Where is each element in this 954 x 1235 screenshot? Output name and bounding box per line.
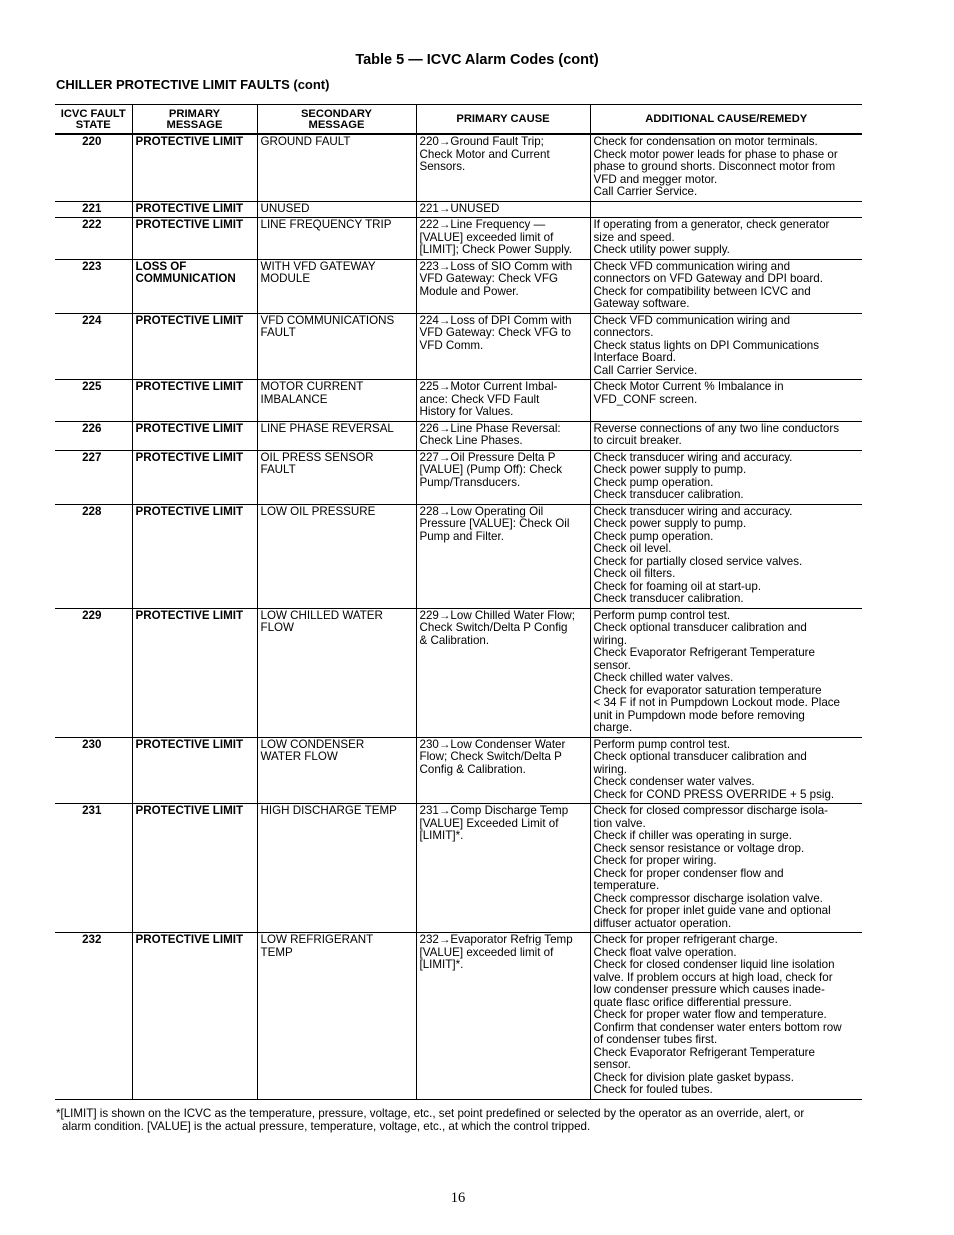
- cell-secondary-message: HIGH DISCHARGE TEMP: [257, 804, 416, 933]
- cell-fault-state: 221: [55, 201, 132, 218]
- cell-fault-state: 220: [55, 134, 132, 201]
- cell-secondary-message: LOW OIL PRESSURE: [257, 504, 416, 608]
- cell-fault-state: 226: [55, 421, 132, 450]
- cell-secondary-message: VFD COMMUNICATIONS FAULT: [257, 313, 416, 380]
- table-row: [55, 134, 862, 201]
- cell-remedy: Perform pump control test. Check optional transducer calibration and wiring. Check Evaporator Refrigerant Temperature sensor. Check chilled water valves. Check for evaporator saturation temperature < 34 F if not in Pumpdown Lockout mode. Place unit in Pumpdown mode before removing charge.: [590, 608, 862, 737]
- cell-fault-state: 232: [55, 933, 132, 1100]
- cell-remedy: Perform pump control test. Check optional transducer calibration and wiring. Check condenser water valves. Check for COND PRESS OVERRIDE + 5 psig.: [590, 737, 862, 804]
- cell-remedy: Check transducer wiring and accuracy. Check power supply to pump. Check pump operation. Check oil level. Check for partially closed service valves. Check oil filters. Check for foaming oil at start-up. Check transducer calibration.: [590, 504, 862, 608]
- alarm-codes-table: [55, 104, 862, 1100]
- cell-secondary-message: LOW CONDENSER WATER FLOW: [257, 737, 416, 804]
- cell-remedy: Check VFD communication wiring and connectors on VFD Gateway and DPI board. Check for compatibility between ICVC and Gateway software.: [590, 259, 862, 313]
- header-fault-state: ICVC FAULT STATE: [55, 105, 132, 135]
- table-row: [55, 259, 862, 313]
- cell-secondary-message: GROUND FAULT: [257, 134, 416, 201]
- cell-secondary-message: OIL PRESS SENSOR FAULT: [257, 450, 416, 504]
- cell-primary-message: PROTECTIVE LIMIT: [132, 134, 257, 201]
- cell-remedy: Check for closed compressor discharge isola- tion valve. Check if chiller was operating in surge. Check sensor resistance or voltage drop. Check for proper wiring. Check for proper condenser flow and temperature. Check compressor discharge isolation valve. Check for proper inlet guide vane and optional diffuser actuator operation.: [590, 804, 862, 933]
- table-row: [55, 218, 862, 260]
- cell-remedy: Check for proper refrigerant charge. Check float valve operation. Check for closed condenser liquid line isolation valve. If problem occurs at high load, check for low condenser pressure which causes inade- quate flasc orifice differential pressure. Check for proper water flow and temperature. Confirm that condenser water enters bottom row of condenser tubes first. Check Evaporator Refrigerant Temperature sensor. Check for division plate gasket bypass. Check for fouled tubes.: [590, 933, 862, 1100]
- cell-primary-cause: 220→Ground Fault Trip; Check Motor and Current Sensors.: [416, 134, 590, 201]
- cell-primary-cause: 232→Evaporator Refrig Temp [VALUE] exceeded limit of [LIMIT]*.: [416, 933, 590, 1100]
- cell-secondary-message: LINE FREQUENCY TRIP: [257, 218, 416, 260]
- cell-remedy: [590, 201, 862, 218]
- table-row: [55, 450, 862, 504]
- footnote-line-2: alarm condition. [VALUE] is the actual pressure, temperature, voltage, etc., at which the control tripped.: [62, 1119, 591, 1133]
- cell-primary-cause: 231→Comp Discharge Temp [VALUE] Exceeded Limit of [LIMIT]*.: [416, 804, 590, 933]
- cell-primary-cause: 226→Line Phase Reversal: Check Line Phases.: [416, 421, 590, 450]
- footnote: [56, 1108, 866, 1133]
- cell-primary-cause: 222→Line Frequency — [VALUE] exceeded limit of [LIMIT]; Check Power Supply.: [416, 218, 590, 260]
- cell-remedy: Check VFD communication wiring and connectors. Check status lights on DPI Communications Interface Board. Call Carrier Service.: [590, 313, 862, 380]
- page-title: Table 5 — ICVC Alarm Codes (cont): [355, 52, 599, 68]
- cell-primary-cause: 227→Oil Pressure Delta P [VALUE] (Pump Off): Check Pump/Transducers.: [416, 450, 590, 504]
- page-number: 16: [450, 1190, 466, 1206]
- cell-secondary-message: WITH VFD GATEWAY MODULE: [257, 259, 416, 313]
- cell-primary-message: PROTECTIVE LIMIT: [132, 608, 257, 737]
- cell-primary-message: PROTECTIVE LIMIT: [132, 313, 257, 380]
- table-row: [55, 313, 862, 380]
- cell-primary-message: PROTECTIVE LIMIT: [132, 201, 257, 218]
- cell-remedy: Check transducer wiring and accuracy. Check power supply to pump. Check pump operation. Check transducer calibration.: [590, 450, 862, 504]
- header-secondary-message: SECONDARY MESSAGE: [257, 105, 416, 135]
- cell-primary-message: PROTECTIVE LIMIT: [132, 737, 257, 804]
- cell-primary-cause: 225→Motor Current Imbal- ance: Check VFD Fault History for Values.: [416, 380, 590, 422]
- header-primary-message: PRIMARY MESSAGE: [132, 105, 257, 135]
- table-row: [55, 804, 862, 933]
- cell-fault-state: 222: [55, 218, 132, 260]
- cell-primary-message: PROTECTIVE LIMIT: [132, 421, 257, 450]
- cell-primary-cause: 228→Low Operating Oil Pressure [VALUE]: Check Oil Pump and Filter.: [416, 504, 590, 608]
- cell-fault-state: 223: [55, 259, 132, 313]
- cell-fault-state: 230: [55, 737, 132, 804]
- cell-primary-cause: 223→Loss of SIO Comm with VFD Gateway: Check VFG Module and Power.: [416, 259, 590, 313]
- cell-primary-message: PROTECTIVE LIMIT: [132, 380, 257, 422]
- cell-fault-state: 225: [55, 380, 132, 422]
- cell-remedy: If operating from a generator, check generator size and speed. Check utility power supply.: [590, 218, 862, 260]
- header-remedy: ADDITIONAL CAUSE/REMEDY: [590, 105, 862, 135]
- cell-remedy: Reverse connections of any two line conductors to circuit breaker.: [590, 421, 862, 450]
- cell-remedy: Check for condensation on motor terminals. Check motor power leads for phase to phase or phase to ground shorts. Disconnect motor from VFD and megger motor. Call Carrier Service.: [590, 134, 862, 201]
- cell-primary-cause: 229→Low Chilled Water Flow; Check Switch/Delta P Config & Calibration.: [416, 608, 590, 737]
- table-row: [55, 737, 862, 804]
- cell-primary-message: PROTECTIVE LIMIT: [132, 218, 257, 260]
- cell-primary-message: PROTECTIVE LIMIT: [132, 933, 257, 1100]
- cell-secondary-message: LOW CHILLED WATER FLOW: [257, 608, 416, 737]
- cell-primary-message: PROTECTIVE LIMIT: [132, 504, 257, 608]
- cell-remedy: Check Motor Current % Imbalance in VFD_CONF screen.: [590, 380, 862, 422]
- cell-fault-state: 224: [55, 313, 132, 380]
- table-row: [55, 380, 862, 422]
- cell-secondary-message: MOTOR CURRENT IMBALANCE: [257, 380, 416, 422]
- table-row: [55, 201, 862, 218]
- cell-primary-cause: 230→Low Condenser Water Flow; Check Switch/Delta P Config & Calibration.: [416, 737, 590, 804]
- table-row: [55, 421, 862, 450]
- table-row: [55, 608, 862, 737]
- cell-primary-cause: 221→UNUSED: [416, 201, 590, 218]
- cell-fault-state: 228: [55, 504, 132, 608]
- cell-fault-state: 229: [55, 608, 132, 737]
- cell-secondary-message: LINE PHASE REVERSAL: [257, 421, 416, 450]
- cell-primary-message: PROTECTIVE LIMIT: [132, 804, 257, 933]
- cell-fault-state: 227: [55, 450, 132, 504]
- table-row: [55, 504, 862, 608]
- cell-secondary-message: UNUSED: [257, 201, 416, 218]
- cell-primary-message: LOSS OF COMMUNICATION: [132, 259, 257, 313]
- cell-primary-message: PROTECTIVE LIMIT: [132, 450, 257, 504]
- section-title: CHILLER PROTECTIVE LIMIT FAULTS (cont): [56, 77, 330, 92]
- header-primary-cause: PRIMARY CAUSE: [416, 105, 590, 135]
- cell-primary-cause: 224→Loss of DPI Comm with VFD Gateway: Check VFG to VFD Comm.: [416, 313, 590, 380]
- footnote-line-1: *[LIMIT] is shown on the ICVC as the temperature, pressure, voltage, etc., set point predefined or selected by the operator as an override, alert, or: [56, 1107, 805, 1120]
- cell-fault-state: 231: [55, 804, 132, 933]
- table-row: [55, 933, 862, 1100]
- table-header-row: [55, 105, 862, 135]
- cell-secondary-message: LOW REFRIGERANT TEMP: [257, 933, 416, 1100]
